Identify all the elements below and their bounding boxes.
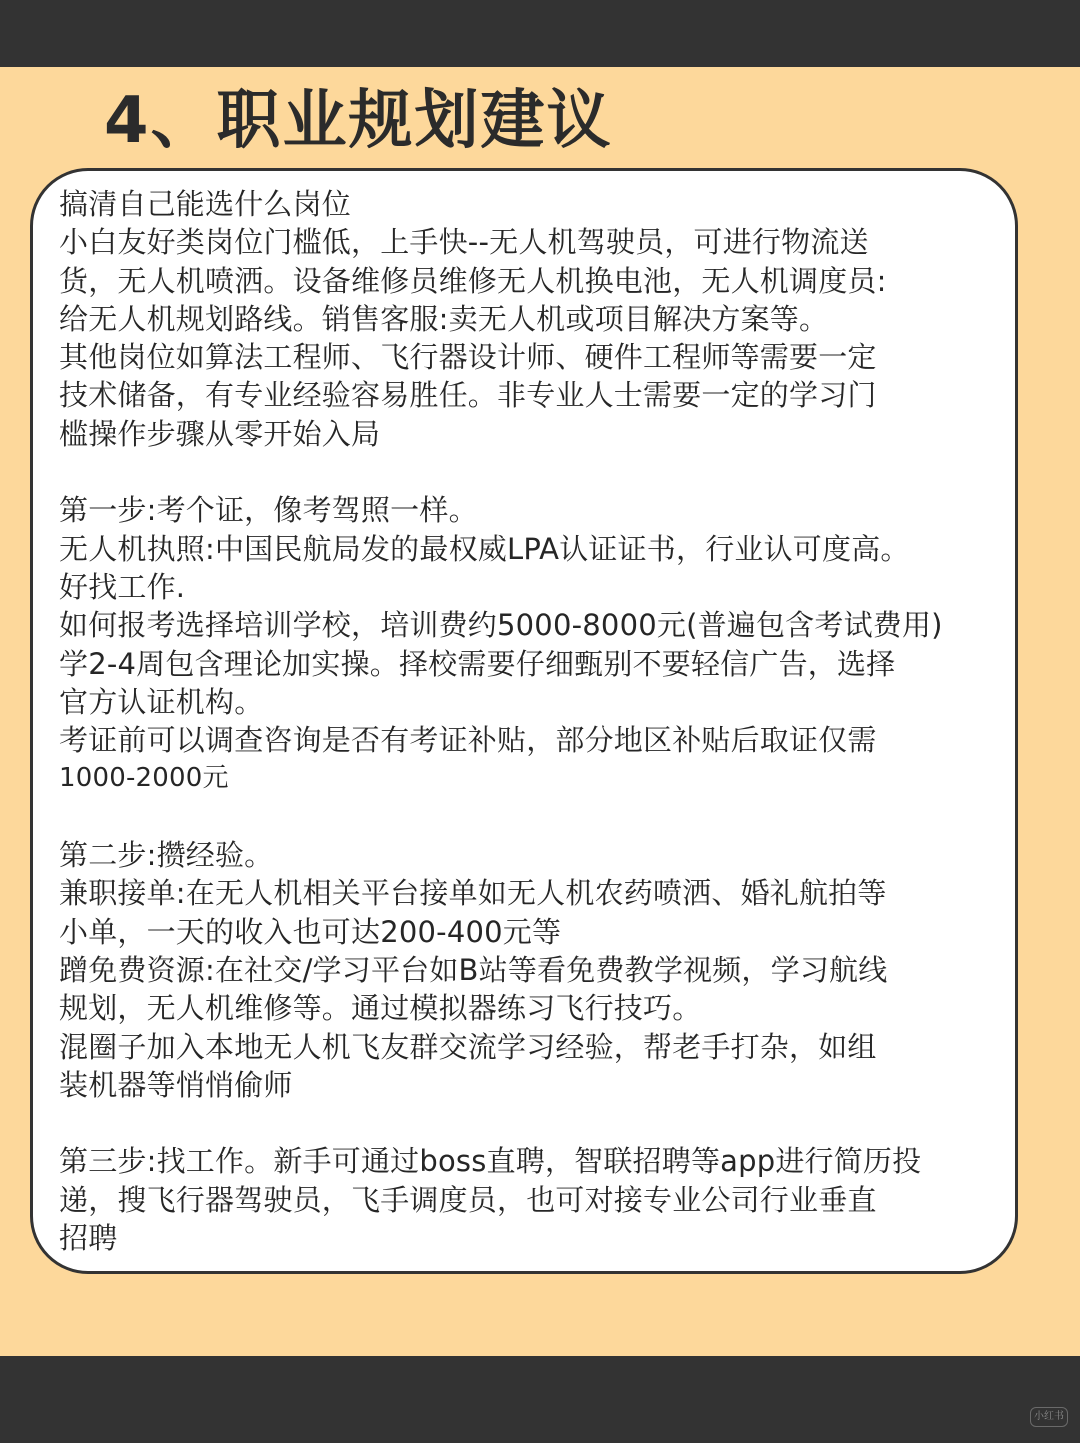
text-line: 好找工作.: [59, 569, 186, 604]
text-line: 小单，一天的收入也可达200-400元等: [59, 914, 562, 949]
text-line: 1000-2000元: [59, 763, 229, 794]
text-line: 蹭免费资源:在社交/学习平台如B站等看免费教学视频，学习航线: [59, 952, 888, 987]
text-line: 其他岗位如算法工程师、飞行器设计师、硬件工程师等需要一定: [59, 340, 877, 375]
text-line: 货，无人机喷洒。设备维修员维修无人机换电池，无人机调度员:: [59, 263, 887, 298]
text-line: 学2-4周包含理论加实操。择校需要仔细甄别不要轻信广告，选择: [59, 646, 896, 681]
paragraph-gap: [59, 1104, 1005, 1142]
bottom-dark-band: [0, 1356, 1080, 1443]
text-line: 小白友好类岗位门槛低，上手快--无人机驾驶员，可进行物流送: [59, 225, 869, 260]
text-line: 如何报考选择培训学校，培训费约5000-8000元(普遍包含考试费用): [59, 608, 943, 643]
watermark-logo: 小红书: [1030, 1407, 1068, 1427]
text-line: 规划，无人机维修等。通过模拟器练习飞行技巧。: [59, 991, 702, 1026]
text-line: 考证前可以调查咨询是否有考证补贴，部分地区补贴后取证仅需: [59, 723, 877, 758]
text-line: 兼职接单:在无人机相关平台接单如无人机农药喷洒、婚礼航拍等: [59, 876, 887, 911]
text-line: 递，搜飞行器驾驶员，飞手调度员，也可对接专业公司行业垂直: [59, 1182, 877, 1217]
step-three-heading: 第三步:找工作。新手可通过boss直聘，智联招聘等app进行简历投: [59, 1144, 922, 1179]
step-one-heading: 第一步:考个证，像考驾照一样。: [59, 493, 478, 528]
text-line: 装机器等悄悄偷师: [59, 1067, 293, 1102]
step-two-heading: 第二步:攒经验。: [59, 838, 274, 873]
content-card: [30, 168, 1018, 1274]
text-line: 招聘: [59, 1221, 118, 1256]
paragraph-gap: [59, 798, 1005, 836]
text-line: 官方认证机构。: [59, 684, 264, 719]
text-line: 无人机执照:中国民航局发的最权威LPA认证证书，行业认可度高。: [59, 531, 910, 566]
text-line: 混圈子加入本地无人机飞友群交流学习经验，帮老手打杂，如组: [59, 1029, 877, 1064]
text-line: 搞清自己能选什么岗位: [59, 187, 352, 221]
text-line: 技术储备，有专业经验容易胜任。非专业人士需要一定的学习门: [59, 378, 877, 413]
paragraph-gap: [59, 453, 1005, 491]
text-line: 给无人机规划路线。销售客服:卖无人机或项目解决方案等。: [59, 301, 829, 336]
top-dark-band: [0, 0, 1080, 67]
card-body: [59, 185, 1005, 1257]
text-line: 槛操作步骤从零开始入局: [59, 416, 381, 451]
page-title: 4、职业规划建议: [104, 84, 613, 158]
